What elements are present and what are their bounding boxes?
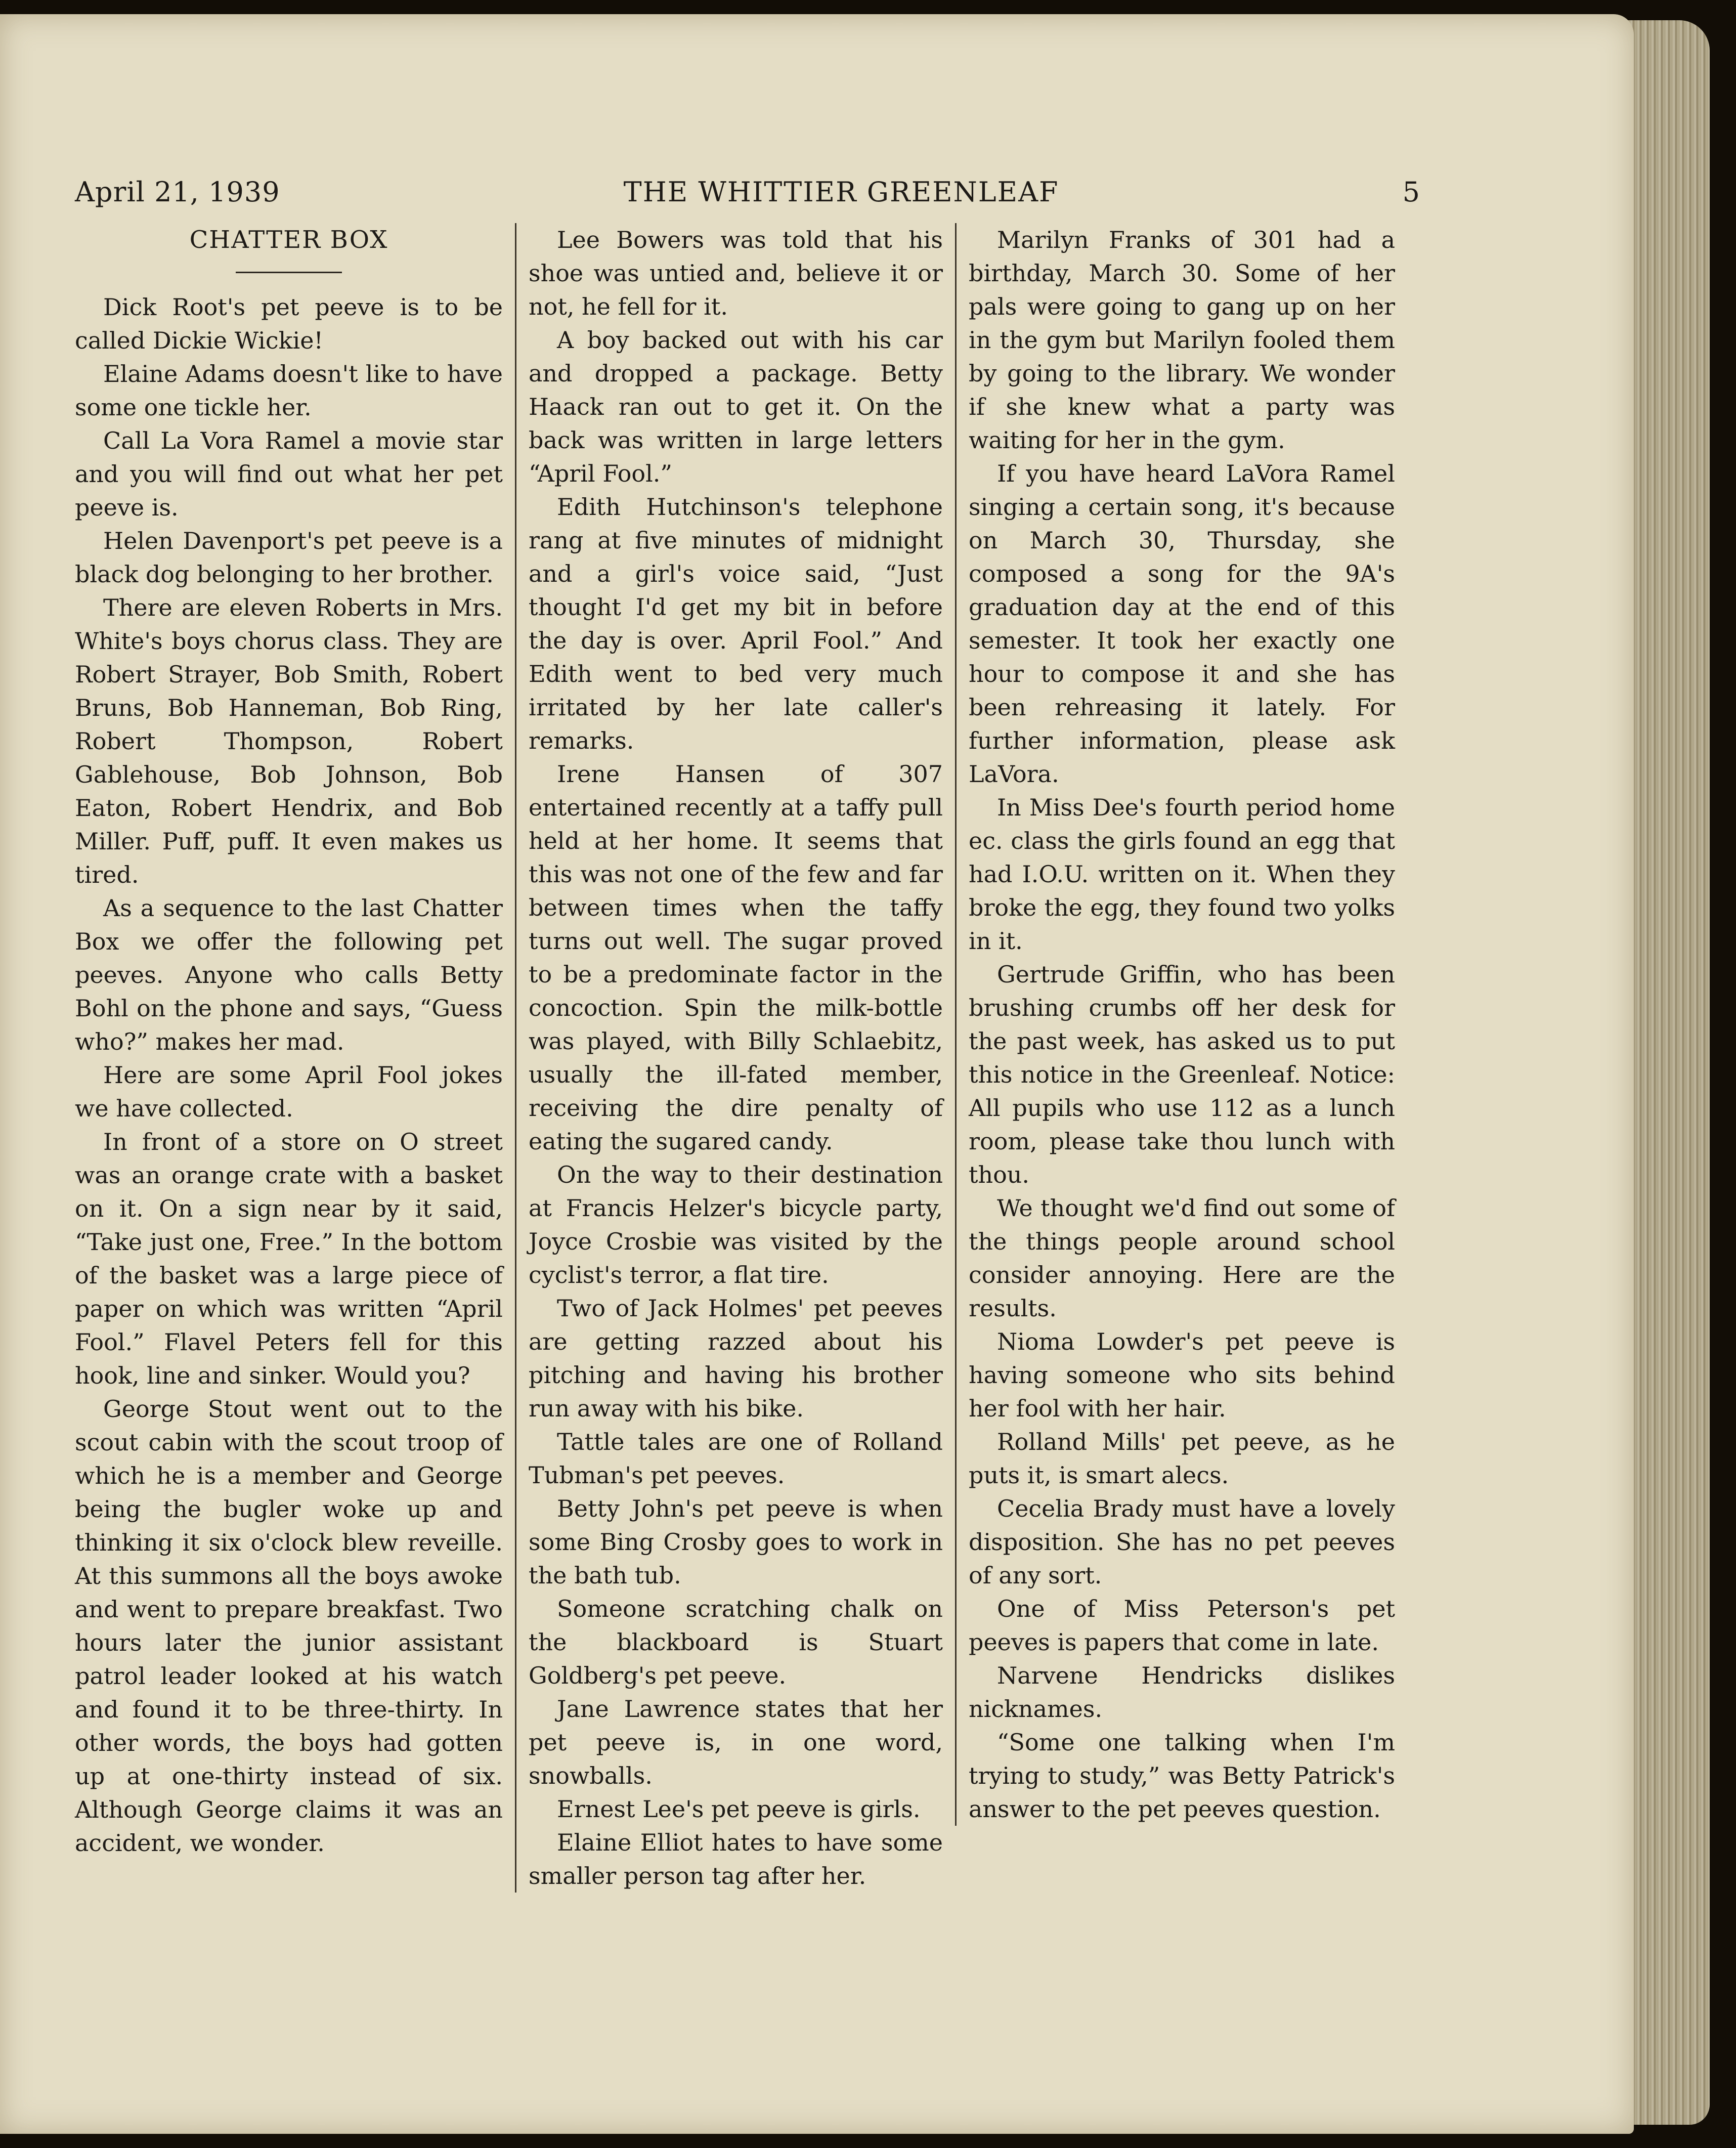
paragraph: Betty John's pet peeve is when some Bing Crosby goes to work in the bath tub. bbox=[529, 1495, 943, 1589]
paragraph: Dick Root's pet peeve is to be called Dickie Wickie! bbox=[75, 293, 503, 354]
paragraph: In front of a store on O street was an orange crate with a basket on it. On a sign near by it said, “Take just one, Free.” In the bottom of the basket was a large piece of paper on which was written “April Fool.” Flavel Peters fell for this hook, line and sinker. Would you? bbox=[75, 1128, 503, 1389]
paragraph: Nioma Lowder's pet peeve is having someone who sits behind her fool with her hair. bbox=[969, 1328, 1395, 1422]
header-date: April 21, 1939 bbox=[75, 176, 280, 208]
paragraph: Someone scratching chalk on the blackboard is Stuart Goldberg's pet peeve. bbox=[529, 1595, 943, 1689]
paragraph: Marilyn Franks of 301 had a birthday, March 30. Some of her pals were going to gang up on her in the gym but Marilyn fooled them by going to the library. We wonder if she knew what a party was waiting for her in the gym. bbox=[969, 226, 1395, 454]
paragraph: Edith Hutchinson's telephone rang at five minutes of midnight and a girl's voice said, “Just thought I'd get my bit in before the day is over. April Fool.” And Edith went to bed very much irritated by her late caller's remarks. bbox=[529, 493, 943, 754]
paragraph: George Stout went out to the scout cabin with the scout troop of which he is a member and George being the bugler woke up and thinking it six o'clock blew reveille. At this summons all the boys awoke and went to prepare breakfast. Two hours later the junior assistant patrol leader looked at his watch and found it to be three-thirty. In other words, the boys had gotten up at one-thirty instead of six. Although George claims it was an accident, we wonder. bbox=[75, 1395, 503, 1857]
paragraph: Call La Vora Ramel a movie star and you will find out what her pet peeve is. bbox=[75, 427, 503, 521]
paragraph: Two of Jack Holmes' pet peeves are getting razzed about his pitching and having his brother run away with his bike. bbox=[529, 1295, 943, 1422]
paragraph: On the way to their destination at Francis Helzer's bicycle party, Joyce Crosbie was visited by the cyclist's terror, a flat tire. bbox=[529, 1161, 943, 1288]
paragraph: Jane Lawrence states that her pet peeve is, in one word, snowballs. bbox=[529, 1695, 943, 1789]
paragraph: Elaine Adams doesn't like to have some one tickle her. bbox=[75, 360, 503, 421]
paragraph: A boy backed out with his car and dropped a package. Betty Haack ran out to get it. On the back was written in large letters “April Fool.” bbox=[529, 326, 943, 487]
paragraph: Rolland Mills' pet peeve, as he puts it, is smart alecs. bbox=[969, 1428, 1395, 1489]
paragraph: Cecelia Brady must have a lovely disposition. She has no pet peeves of any sort. bbox=[969, 1495, 1395, 1589]
paragraph: Helen Davenport's pet peeve is a black dog belonging to her brother. bbox=[75, 527, 503, 588]
paragraph: One of Miss Peterson's pet peeves is papers that come in late. bbox=[969, 1595, 1395, 1656]
paragraph: Gertrude Griffin, who has been brushing crumbs off her desk for the past week, has asked us to put this notice in the Greenleaf. Notice: All pupils who use 112 as a lunch room, please take thou lunch with thou. bbox=[969, 961, 1395, 1188]
article-columns bbox=[75, 223, 1420, 1893]
column-1-paragraphs bbox=[75, 290, 503, 1860]
paragraph: If you have heard LaVora Ramel singing a certain song, it's because on March 30, Thursday, she composed a song for the 9A's graduation day at the end of this semester. It took her exactly one hour to compose it and she has been rehreasing it lately. For further information, please ask LaVora. bbox=[969, 460, 1395, 788]
page-header bbox=[75, 176, 1420, 211]
paragraph: Narvene Hendricks dislikes nicknames. bbox=[969, 1662, 1395, 1723]
paragraph: Ernest Lee's pet peeve is girls. bbox=[557, 1795, 921, 1823]
paragraph: Irene Hansen of 307 entertained recently at a taffy pull held at her home. It seems that this was not one of the few and far between times when the taffy turns out well. The sugar proved to be a predominate factor in the concoction. Spin the milk-bottle was played, with Billy Schlaebitz, usually the ill-fated member, receiving the dire penalty of eating the sugared candy. bbox=[529, 760, 943, 1155]
paragraph: Elaine Elliot hates to have some smaller person tag after her. bbox=[529, 1829, 943, 1889]
paragraph: As a sequence to the last Chatter Box we offer the following pet peeves. Anyone who calls Betty Bohl on the phone and says, “Guess who?” makes her mad. bbox=[75, 894, 503, 1055]
paragraph: In Miss Dee's fourth period home ec. class the girls found an egg that had I.O.U. written on it. When they broke the egg, they found two yolks in it. bbox=[969, 794, 1395, 955]
header-page-number: 5 bbox=[1402, 176, 1420, 208]
paragraph: “Some one talking when I'm trying to study,” was Betty Patrick's answer to the pet peeves question. bbox=[969, 1729, 1395, 1823]
page-content bbox=[75, 176, 1420, 1947]
paragraph: We thought we'd find out some of the things people around school consider annoying. Here are the results. bbox=[969, 1194, 1395, 1322]
paragraph: Tattle tales are one of Rolland Tubman's pet peeves. bbox=[529, 1428, 943, 1489]
paragraph: There are eleven Roberts in Mrs. White's boys chorus class. They are Robert Strayer, Bob Smith, Robert Bruns, Bob Hanneman, Bob Ring, Robert Thompson, Robert Gablehouse, Bob Johnson, Bob Eaton, Robert Hendrix, and Bob Miller. Puff, puff. It even makes us tired. bbox=[75, 594, 503, 888]
column-2 bbox=[515, 223, 955, 1893]
title-rule bbox=[236, 272, 342, 273]
newspaper-page bbox=[0, 14, 1634, 2134]
section-title: CHATTER BOX bbox=[189, 226, 388, 254]
paragraph: Lee Bowers was told that his shoe was untied and, believe it or not, he fell for it. bbox=[529, 226, 943, 320]
column-1 bbox=[75, 223, 515, 1860]
paragraph: Here are some April Fool jokes we have collected. bbox=[75, 1061, 503, 1122]
header-publication: THE WHITTIER GREENLEAF bbox=[623, 176, 1059, 208]
column-3 bbox=[955, 223, 1395, 1826]
